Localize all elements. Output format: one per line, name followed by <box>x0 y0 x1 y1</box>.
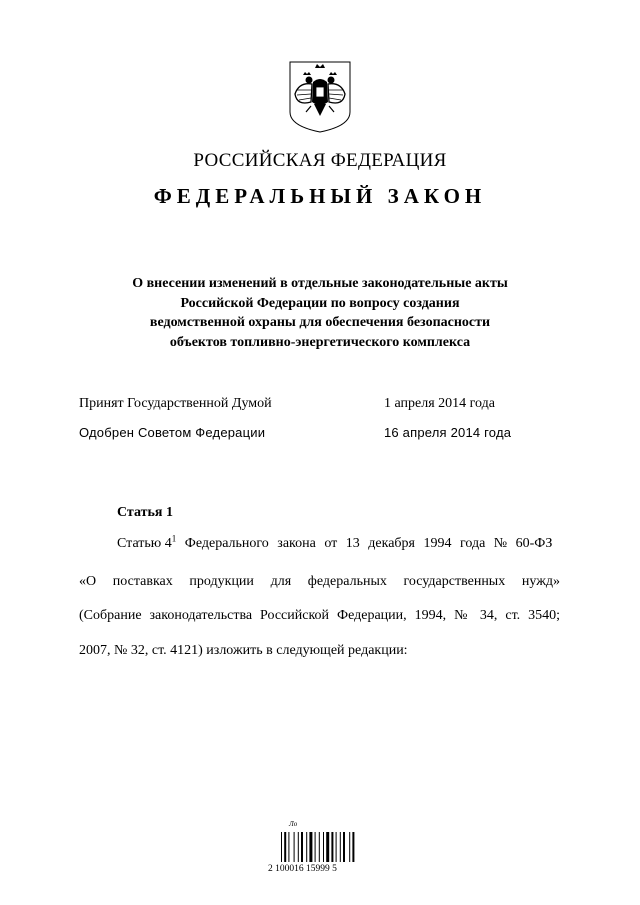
document-type-heading: ФЕДЕРАЛЬНЫЙ ЗАКОН <box>153 184 487 208</box>
country-heading: РОССИЙСКАЯ ФЕДЕРАЦИЯ <box>193 150 447 171</box>
coat-of-arms-icon <box>287 60 353 134</box>
adoption-council-label: Одобрен Советом Федерации <box>79 425 266 440</box>
barcode-mark: Ло <box>289 820 298 828</box>
article-body-line: 2007, № 32, ст. 4121) изложить в следующей редакции: <box>79 643 408 658</box>
article-body-line: «О поставках продукции для федеральных государственных нужд» <box>79 574 560 589</box>
law-title-line: О внесении изменений в отдельные законодательные акты <box>132 276 508 291</box>
law-title-line: Российской Федерации по вопросу создания <box>180 295 460 311</box>
article-body-line <box>117 533 560 552</box>
adoption-duma-date: 1 апреля 2014 года <box>384 396 495 411</box>
law-title-line: объектов топливно-энергетического комплекса <box>169 334 471 350</box>
law-title-line: ведомственной охраны для обеспечения безопасности <box>149 315 491 330</box>
article-heading: Статья 1 <box>117 505 173 520</box>
barcode-digits: 2 100016 15999 5 <box>268 864 337 874</box>
adoption-duma-label: Принят Государственной Думой <box>79 396 272 411</box>
article-line1-rest: Федерального закона от 13 декабря 1994 года № 60-ФЗ <box>176 536 553 551</box>
law-title <box>60 274 580 352</box>
adoption-council-date: 16 апреля 2014 года <box>384 425 512 440</box>
article-line1-superscript: 1 <box>171 533 177 544</box>
article-body-line: (Собрание законодательства Российской Федерации, 1994, № 34, ст. 3540; <box>79 608 560 623</box>
article-line1-start: Статью 4 <box>117 536 172 551</box>
